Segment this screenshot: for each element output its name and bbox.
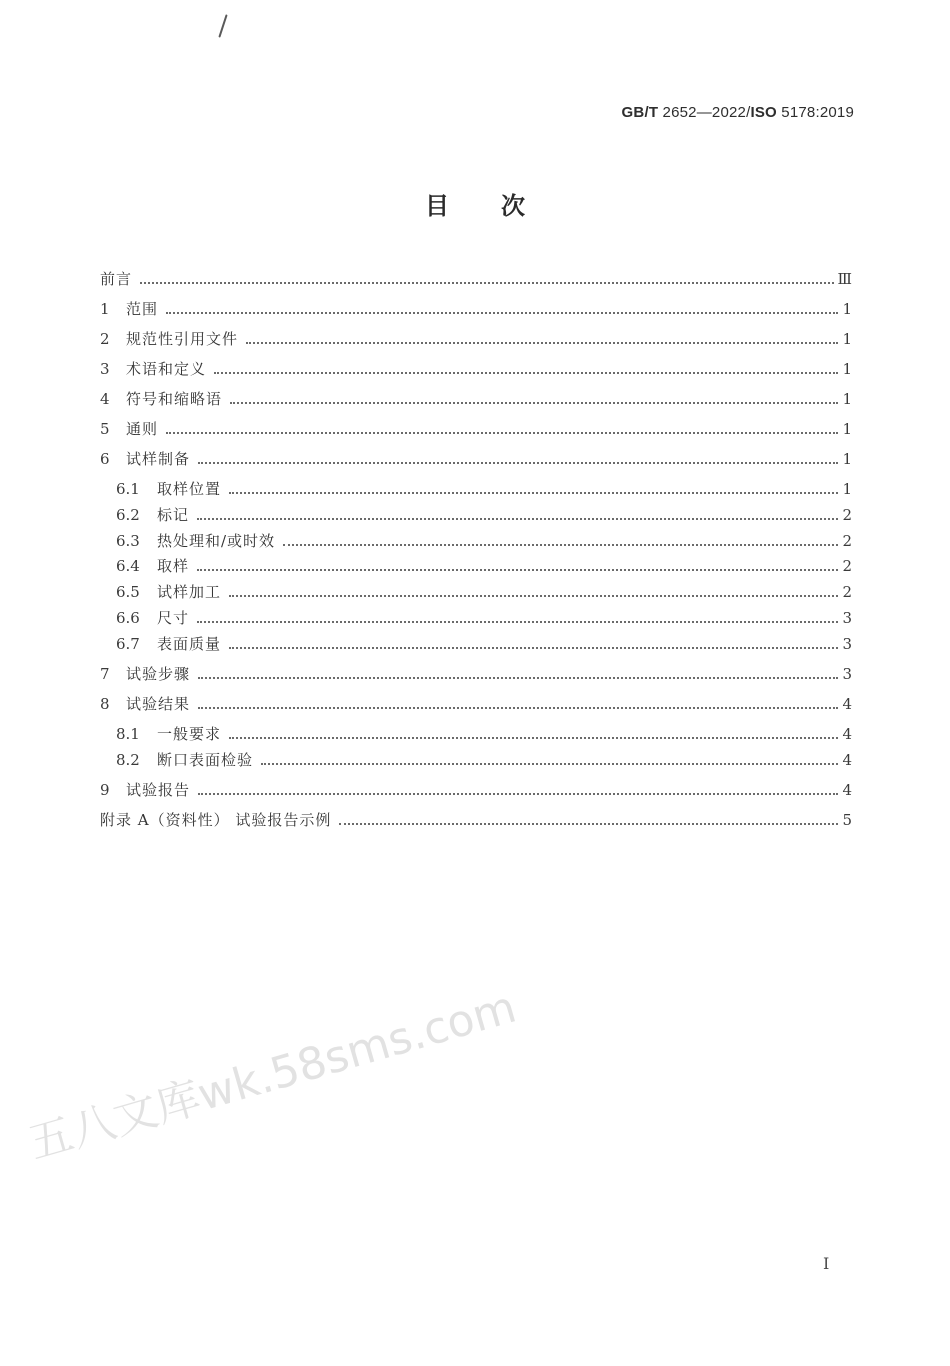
pen-mark: [218, 14, 227, 37]
toc-entry-number: 3: [100, 360, 110, 378]
toc-entry-page: 2: [842, 532, 852, 550]
toc-entry[interactable]: [116, 749, 852, 771]
toc-entry[interactable]: [116, 581, 852, 603]
dot-leader: [197, 568, 838, 571]
toc-entry-title: 试样制备: [126, 450, 191, 468]
toc-entry-page: 1: [842, 390, 852, 408]
toc-entry-title: 一般要求: [157, 725, 222, 743]
toc-entry[interactable]: [116, 504, 852, 526]
watermark: 五八文库wk.58sms.com: [23, 981, 522, 1170]
toc-entry-page: 1: [842, 360, 852, 378]
dot-leader: [339, 822, 838, 825]
toc-entry[interactable]: [116, 555, 852, 577]
toc-entry-title: 尺寸: [157, 609, 190, 627]
toc-entry[interactable]: [116, 478, 852, 500]
dot-leader: [214, 371, 838, 374]
toc-entry-number: 8: [100, 695, 110, 713]
toc-entry[interactable]: [100, 268, 852, 290]
toc-entry[interactable]: [100, 448, 852, 470]
iso-number: 5178:2019: [776, 104, 854, 121]
toc-entry-page: 4: [842, 725, 852, 743]
toc-entry-title: 热处理和/或时效: [157, 532, 276, 550]
toc-entry-page: 3: [842, 665, 852, 683]
toc-entry-title: 标记: [157, 506, 190, 524]
dot-leader: [229, 491, 838, 494]
toc-entry-title: 附录 A（资料性） 试验报告示例: [100, 811, 332, 829]
standard-code-prefix: GB/T: [621, 104, 659, 121]
toc-entry[interactable]: [116, 633, 852, 655]
toc-entry-title: 通则: [126, 420, 159, 438]
dot-leader: [197, 517, 838, 520]
toc-entry-number: 6: [100, 450, 110, 468]
page-number: I: [823, 1254, 830, 1273]
dot-leader: [198, 706, 838, 709]
toc-entry[interactable]: [116, 607, 852, 629]
toc-entry-page: 2: [842, 506, 852, 524]
toc-entry[interactable]: [100, 663, 852, 685]
toc-entry-number: 4: [100, 390, 110, 408]
dot-leader: [246, 341, 838, 344]
dot-leader: [166, 311, 838, 314]
toc-entry-number: 6.1: [116, 480, 140, 498]
toc-entry-number: 5: [100, 420, 110, 438]
toc-entry-number: 6.7: [116, 635, 140, 653]
toc-entry-page: 1: [842, 330, 852, 348]
dot-leader: [166, 431, 838, 434]
toc-entry-number: 8.2: [116, 751, 140, 769]
toc-entry-number: 7: [100, 665, 110, 683]
toc-entry-title: 取样: [157, 557, 190, 575]
toc-entry-number: 6.3: [116, 532, 140, 550]
toc-entry[interactable]: [116, 723, 852, 745]
toc-entry-number: 9: [100, 781, 110, 799]
toc-entry-number: 6.6: [116, 609, 140, 627]
dot-leader: [198, 792, 838, 795]
toc-entry-title: 试验结果: [126, 695, 191, 713]
toc-entry-page: 1: [842, 300, 852, 318]
toc-entry[interactable]: [100, 328, 852, 350]
toc-entry[interactable]: [100, 298, 852, 320]
toc-entry-title: 试样加工: [157, 583, 222, 601]
dot-leader: [198, 461, 838, 464]
toc-entry-title: 规范性引用文件: [126, 330, 239, 348]
toc-entry-page: 3: [842, 635, 852, 653]
toc-entry[interactable]: [100, 779, 852, 801]
toc-entry-title: 试验报告: [126, 781, 191, 799]
toc-entry-page: 3: [842, 609, 852, 627]
dot-leader: [140, 281, 834, 284]
toc-entry-number: 6.4: [116, 557, 140, 575]
toc-entry-page: 4: [842, 751, 852, 769]
toc-entry-number: 8.1: [116, 725, 140, 743]
toc-entry-page: 4: [842, 695, 852, 713]
toc-entry-page: 2: [842, 583, 852, 601]
toc-entry[interactable]: [100, 693, 852, 715]
toc-entry-page: 1: [842, 480, 852, 498]
toc-entry[interactable]: [100, 358, 852, 380]
toc-entry-title: 断口表面检验: [157, 751, 254, 769]
toc-entry-title: 前言: [100, 270, 133, 288]
standard-code-number: 2652—2022/: [658, 104, 751, 121]
dot-leader: [198, 676, 838, 679]
dot-leader: [229, 646, 838, 649]
dot-leader: [230, 401, 838, 404]
toc-entry-page: 1: [842, 420, 852, 438]
toc-entry-number: 6.2: [116, 506, 140, 524]
toc-entry-title: 表面质量: [157, 635, 222, 653]
toc-entry-title: 术语和定义: [126, 360, 207, 378]
toc-entry-title: 试验步骤: [126, 665, 191, 683]
toc-entry[interactable]: [100, 809, 852, 831]
toc-entry-number: 1: [100, 300, 110, 318]
toc-entry-page: 2: [842, 557, 852, 575]
dot-leader: [283, 543, 838, 546]
toc-entry-page: Ⅲ: [837, 270, 852, 288]
dot-leader: [261, 762, 838, 765]
dot-leader: [229, 736, 838, 739]
dot-leader: [229, 594, 838, 597]
toc-entry-page: 1: [842, 450, 852, 468]
toc-entry[interactable]: [100, 418, 852, 440]
toc-entry-page: 4: [842, 781, 852, 799]
toc-entry-title: 取样位置: [157, 480, 222, 498]
dot-leader: [197, 620, 838, 623]
page-title: 目次: [425, 192, 577, 220]
toc-entry-title: 范围: [126, 300, 159, 318]
toc-entry-page: 5: [842, 811, 852, 829]
toc-entry-title: 符号和缩略语: [126, 390, 223, 408]
standard-number: [622, 104, 854, 121]
toc-entry[interactable]: [100, 388, 852, 410]
toc-entry[interactable]: [116, 530, 852, 552]
toc-entry-number: 2: [100, 330, 110, 348]
iso-prefix: ISO: [750, 104, 777, 121]
toc-entry-number: 6.5: [116, 583, 140, 601]
